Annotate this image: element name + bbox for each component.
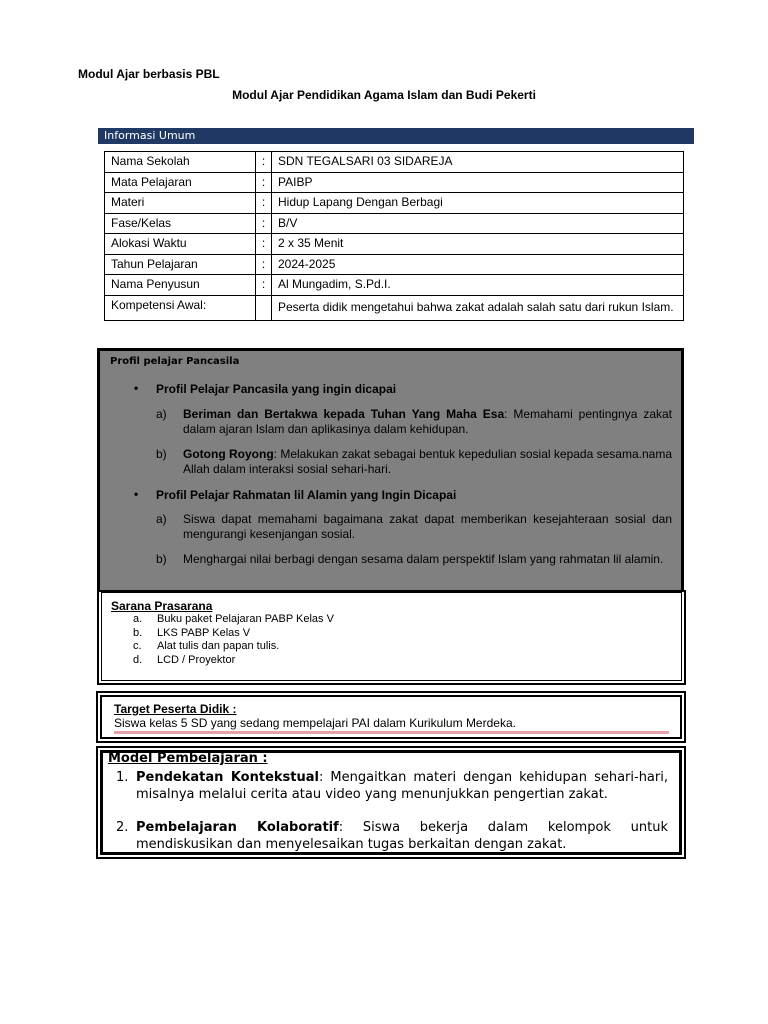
list-marker: b) [156,447,167,461]
row-label: Alokasi Waktu [105,234,256,255]
item-bold: Gotong Royong [183,447,274,461]
row-label: Fase/Kelas [105,213,256,234]
list-item [133,640,279,652]
target-title: Target Peserta Didik : [114,702,237,716]
item-text: : Mengaitkan materi dengan kehidupan sehari-hari, misalnya melalui cerita atau video yang menunjukkan pengertian zakat. [136,770,668,802]
row-separator: : [256,193,272,214]
sarana-title: Sarana Prasarana [111,599,213,613]
row-value: SDN TEGALSARI 03 SIDAREJA [272,152,684,173]
row-value: Al Mungadim, S.Pd.I. [272,275,684,296]
list-marker: d. [133,654,143,666]
row-label: Mata Pelajaran [105,172,256,193]
item-text: Menghargai nilai berbagi dengan sesama dalam perspektif Islam yang rahmatan lil alamin. [183,552,664,566]
list-marker: a. [133,613,143,625]
target-peserta-box [96,691,686,743]
row-value: Hidup Lapang Dengan Berbagi [272,193,684,214]
sarana-prasarana-box [97,590,686,685]
row-value: Peserta didik mengetahui bahwa zakat adalah salah satu dari rukun Islam. [272,295,684,320]
list-marker: 2. [116,820,129,835]
list-marker: c. [133,640,142,652]
row-value: PAIBP [272,172,684,193]
list-item [133,627,250,639]
row-separator: : [256,275,272,296]
model-pembelajaran-box [96,746,686,859]
table-row [105,172,684,193]
list-item [156,512,672,542]
profil-pelajar-box [97,348,684,598]
list-item [133,654,235,666]
heading-text: Profil Pelajar Pancasila yang ingin dicapai [156,382,397,396]
info-section-header: Informasi Umum [98,128,694,144]
item-text: : Melakukan zakat sebagai bentuk kepedulian sosial kepada sesama.nama Allah dalam interaksi sosial sehari-hari. [183,447,672,476]
row-separator: : [256,152,272,173]
table-row [105,295,684,320]
item-text: Buku paket Pelajaran PABP Kelas V [157,613,334,625]
row-value: B/V [272,213,684,234]
document-header-label: Modul Ajar berbasis PBL [78,67,220,81]
list-marker: b) [156,552,167,566]
item-text: : Siswa bekerja dalam kelompok untuk mendiskusikan dan menyelesaikan tugas berkaitan dengan zakat. [136,820,668,852]
row-label: Kompetensi Awal: [105,295,256,320]
item-bold: Pembelajaran Kolaboratif [136,820,339,835]
table-row [105,193,684,214]
row-label: Nama Penyusun [105,275,256,296]
item-text: Siswa dapat memahami bagaimana zakat dapat memberikan kesejahteraan sosial dan mengurangi kesenjangan sosial. [183,512,672,541]
heading-text: Profil Pelajar Rahmatan lil Alamin yang Ingin Dicapai [156,488,457,502]
list-item [156,447,672,477]
list-item [133,613,334,625]
model-title: Model Pembelajaran : [108,751,268,766]
table-row [105,234,684,255]
row-label: Materi [105,193,256,214]
row-label: Tahun Pelajaran [105,254,256,275]
row-separator: : [256,172,272,193]
list-marker: a) [156,407,167,421]
target-underline [114,731,669,734]
table-row [105,254,684,275]
table-row [105,275,684,296]
row-value: 2 x 35 Menit [272,234,684,255]
info-table [104,151,684,321]
row-separator [256,295,272,320]
list-marker: 1. [116,770,129,785]
item-bold: Pendekatan Kontekstual [136,770,319,785]
bullet-icon: • [134,381,139,395]
list-item [116,820,668,853]
list-marker: b. [133,627,143,639]
row-value: 2024-2025 [272,254,684,275]
row-separator: : [256,213,272,234]
target-text: Siswa kelas 5 SD yang sedang mempelajari PAI dalam Kurikulum Merdeka. [114,716,516,730]
list-item [116,770,668,803]
item-text: : Memahami pentingnya zakat dalam ajaran Islam dan aplikasinya dalam kehidupan. [183,407,672,436]
item-text: Alat tulis dan papan tulis. [157,640,280,652]
table-row [105,152,684,173]
row-separator: : [256,234,272,255]
document-title: Modul Ajar Pendidikan Agama Islam dan Budi Pekerti [232,88,536,102]
list-item [156,552,672,567]
bullet-icon: • [134,487,139,501]
row-label: Nama Sekolah [105,152,256,173]
row-separator: : [256,254,272,275]
profil-title: Profil pelajar Pancasila [110,356,240,367]
item-bold: Beriman dan Bertakwa kepada Tuhan Yang Maha Esa [183,407,505,421]
list-item [156,407,672,437]
item-text: LKS PABP Kelas V [157,627,251,639]
table-row [105,213,684,234]
list-marker: a) [156,512,167,526]
item-text: LCD / Proyektor [157,654,236,666]
